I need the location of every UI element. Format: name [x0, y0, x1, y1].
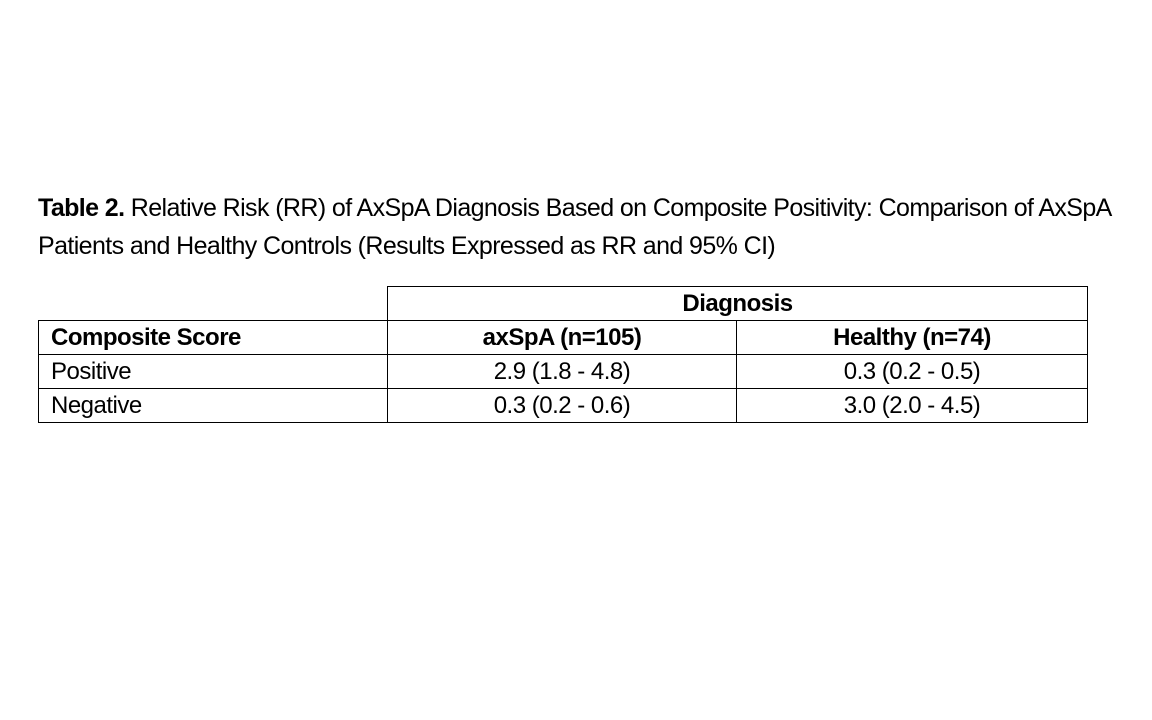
cell-positive-axspa: 2.9 (1.8 - 4.8) — [388, 355, 737, 389]
composite-score-header: Composite Score — [39, 321, 388, 355]
table-caption — [38, 189, 1128, 265]
column-header-healthy: Healthy (n=74) — [737, 321, 1088, 355]
table-group-header-row — [39, 287, 1088, 321]
cell-negative-healthy: 3.0 (2.0 - 4.5) — [737, 389, 1088, 423]
table-column-header-row — [39, 321, 1088, 355]
caption-label: Table 2. — [38, 194, 125, 222]
row-label-negative: Negative — [39, 389, 388, 423]
table-corner-cell — [39, 287, 388, 321]
column-header-axspa: axSpA (n=105) — [388, 321, 737, 355]
relative-risk-table — [38, 286, 1088, 423]
diagnosis-group-header: Diagnosis — [388, 287, 1088, 321]
table-row — [39, 389, 1088, 423]
row-label-positive: Positive — [39, 355, 388, 389]
caption-text: Relative Risk (RR) of AxSpA Diagnosis Based on Composite Positivity: Comparison of AxSpA Patients and Healthy Controls (Results Expressed as RR and 95% CI) — [38, 194, 1111, 260]
cell-negative-axspa: 0.3 (0.2 - 0.6) — [388, 389, 737, 423]
table-row — [39, 355, 1088, 389]
cell-positive-healthy: 0.3 (0.2 - 0.5) — [737, 355, 1088, 389]
